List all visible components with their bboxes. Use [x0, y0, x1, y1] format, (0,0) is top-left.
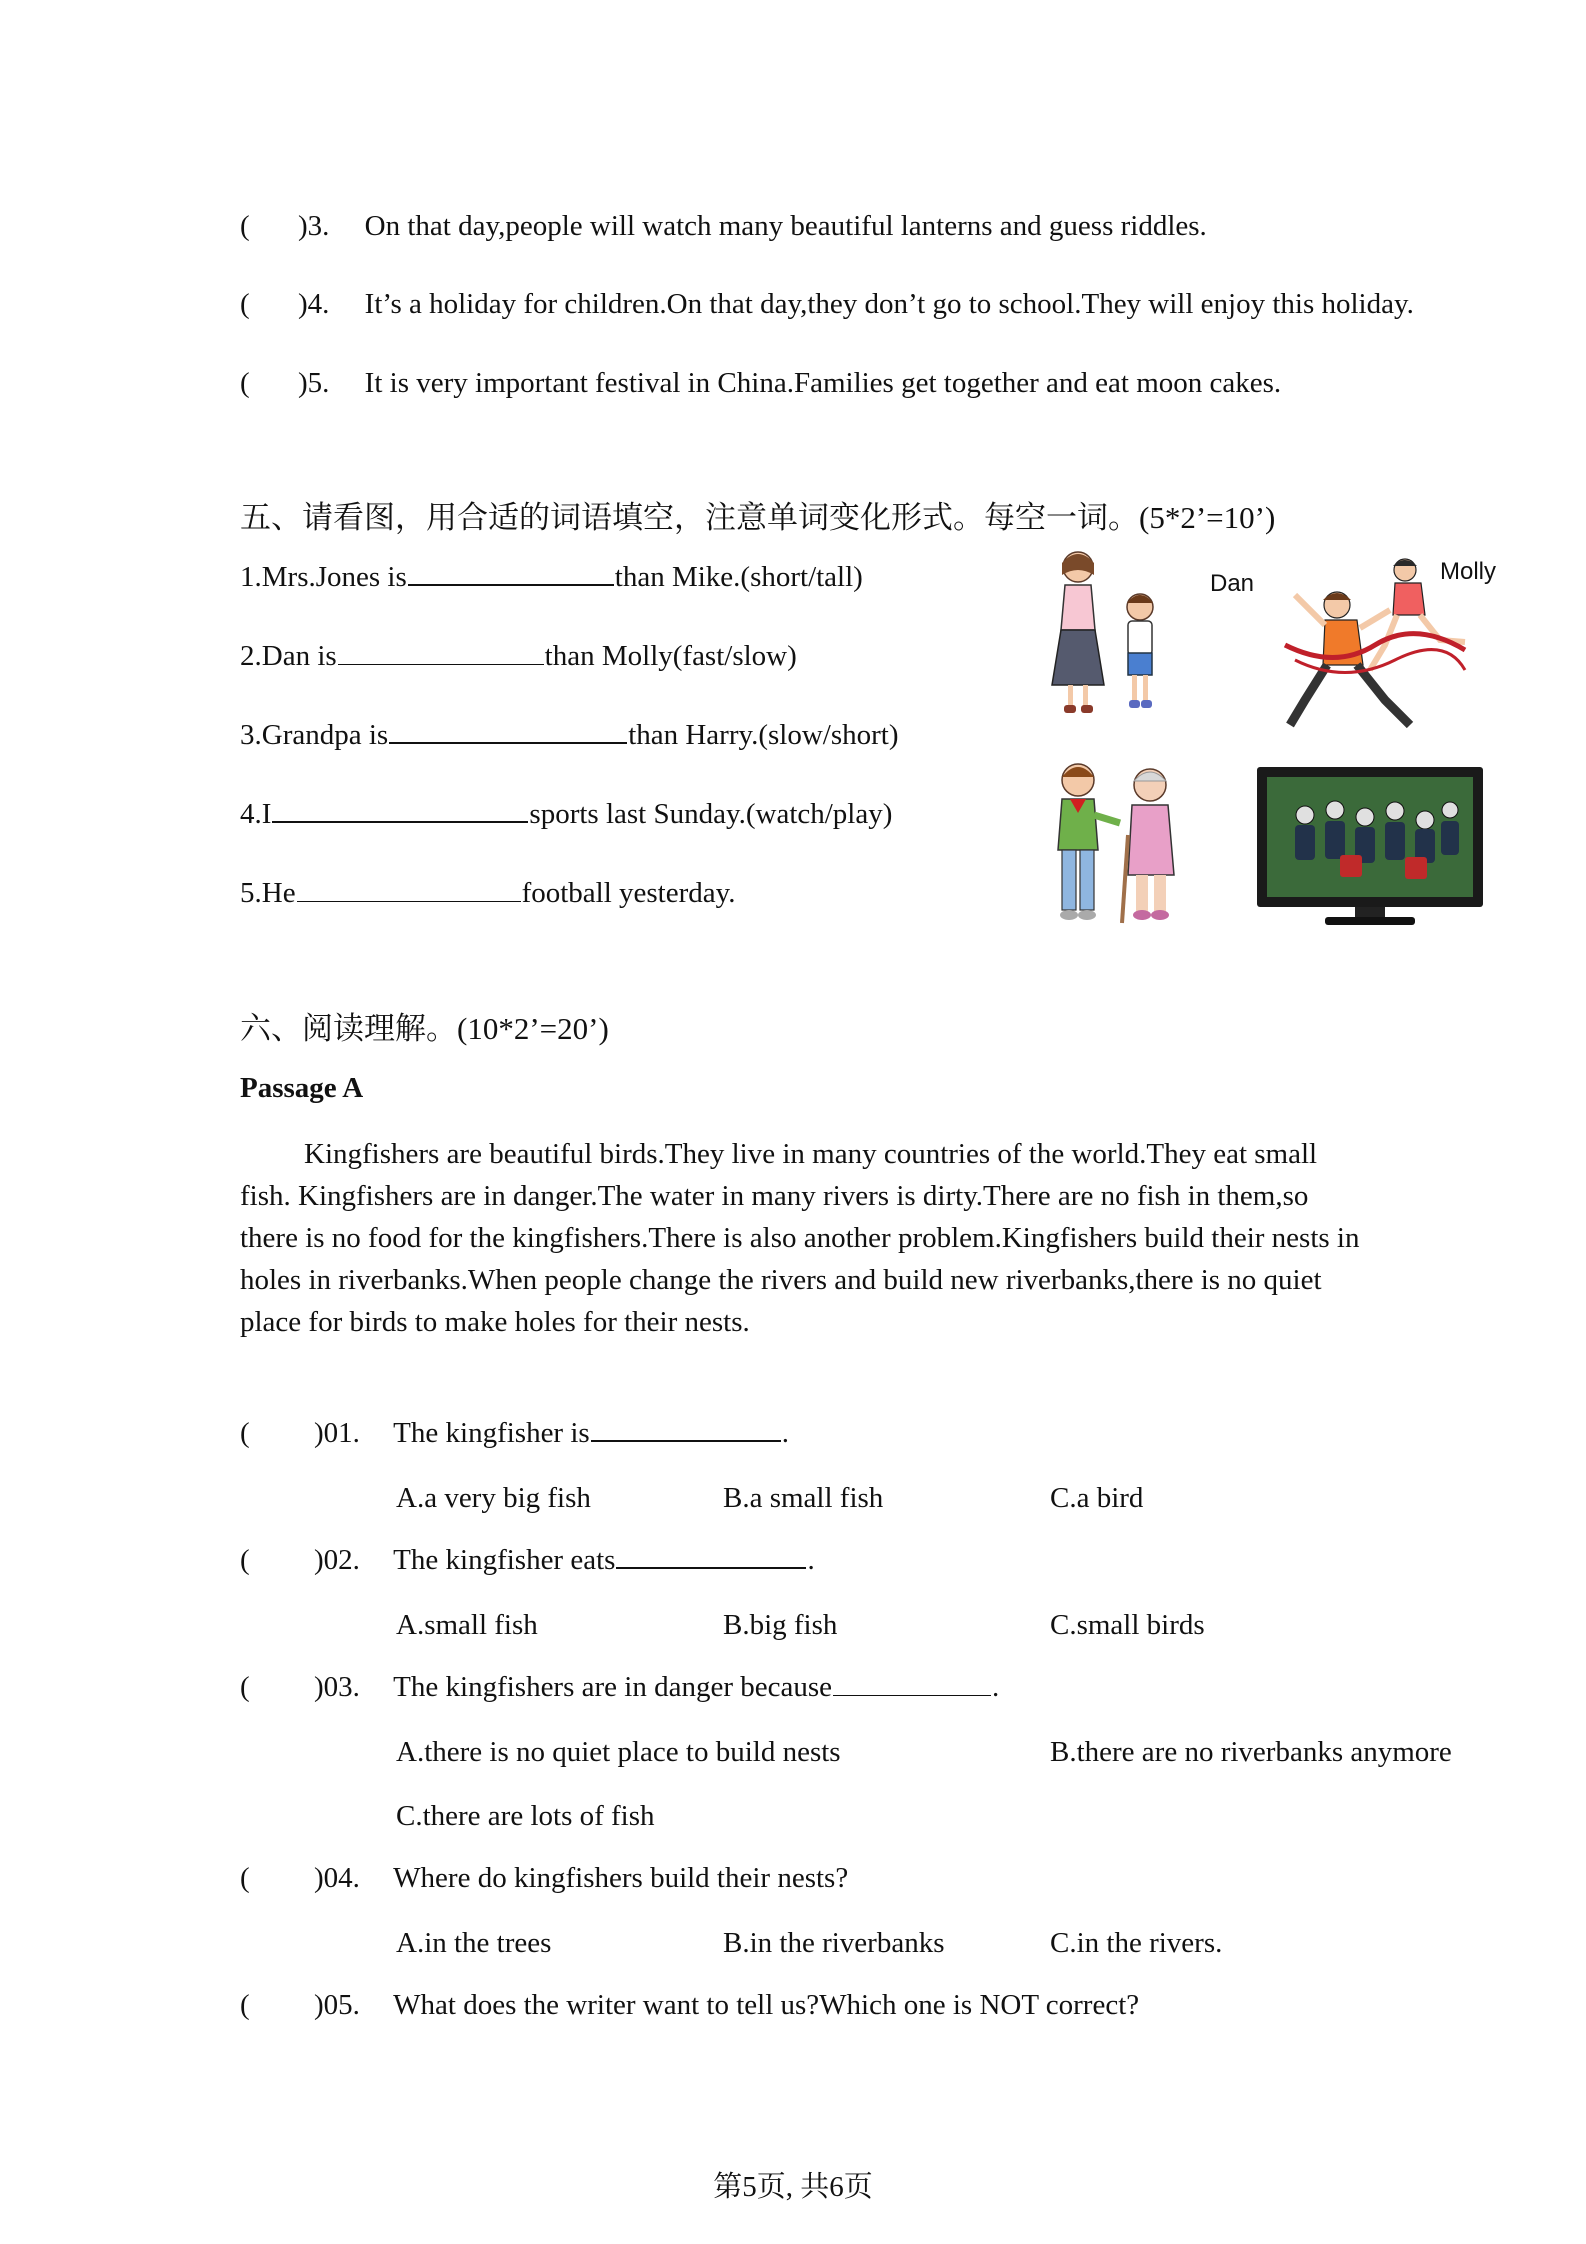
fill-after: sports last Sunday.(watch/play) — [529, 798, 893, 830]
fill-blank[interactable] — [297, 901, 521, 902]
fill-blank[interactable] — [272, 821, 528, 823]
option-a[interactable]: A.a very big fish — [396, 1482, 591, 1514]
answer-blank[interactable] — [591, 1440, 781, 1442]
question-number: )4. — [298, 288, 330, 320]
fill-before: 1.Mrs.Jones is — [240, 561, 407, 593]
question-end: . — [781, 1417, 789, 1449]
option-b[interactable]: B.big fish — [723, 1609, 838, 1641]
option-a[interactable]: A.small fish — [396, 1609, 538, 1641]
fill-item-4 — [240, 800, 892, 829]
fill-item-3 — [240, 721, 899, 750]
answer-paren[interactable]: ( — [240, 1544, 250, 1576]
question-text: What does the writer want to tell us?Which one is NOT correct? — [393, 1989, 1140, 2021]
reading-question-2 — [240, 1546, 815, 1575]
fill-after: than Mike.(short/tall) — [614, 561, 863, 593]
question-row-4 — [240, 290, 1414, 319]
dan-label: Dan — [1210, 570, 1255, 597]
question-number: )3. — [298, 210, 330, 242]
fill-item-5 — [240, 879, 736, 908]
fill-blank[interactable] — [338, 664, 544, 665]
question-text: The kingfisher is — [393, 1417, 590, 1449]
fill-after: football yesterday. — [521, 877, 736, 909]
reading-question-1 — [240, 1419, 789, 1448]
option-a[interactable]: A.in the trees — [396, 1927, 552, 1959]
passage-text: Kingfishers are beautiful birds.They live in many countries of the world.They eat small fish. Kingfishers are in danger.The water in many rivers is dirty.There are no fish in them,so there is no food for the kingfishers.There is also another problem.Kingfishers build their nests in holes in riverbanks.When people change the rivers and build new riverbanks,there is no quiet place for birds to make holes for their nests. — [240, 1138, 1360, 1338]
question-end: . — [992, 1671, 1000, 1703]
option-a[interactable]: A.there is no quiet place to build nests — [396, 1736, 841, 1768]
answer-blank[interactable] — [833, 1695, 991, 1696]
fill-before: 4.I — [240, 798, 272, 830]
answer-paren[interactable]: ( — [240, 1417, 250, 1449]
fill-blank[interactable] — [408, 584, 614, 586]
question-number: )01. — [314, 1417, 360, 1449]
question-row-3 — [240, 212, 1207, 241]
dan-and-molly-picture — [1205, 540, 1505, 750]
race-illustration — [1265, 550, 1485, 750]
option-c[interactable]: C.small birds — [1050, 1609, 1205, 1641]
fill-item-1 — [240, 563, 863, 592]
question-number: )04. — [314, 1862, 360, 1894]
answer-paren[interactable]: ( — [240, 210, 250, 242]
answer-paren[interactable]: ( — [240, 288, 250, 320]
option-b[interactable]: B.a small fish — [723, 1482, 884, 1514]
answer-blank[interactable] — [616, 1567, 806, 1569]
question-text: It is very important festival in China.Families get together and eat moon cakes. — [364, 367, 1282, 399]
grandpa-and-harry-picture — [1040, 755, 1195, 930]
question-text: It’s a holiday for children.On that day,they don’t go to school.They will enjoy this holiday. — [364, 288, 1414, 320]
question-number: )5. — [298, 367, 330, 399]
answer-paren[interactable]: ( — [240, 1989, 250, 2021]
fill-item-2 — [240, 642, 797, 671]
question-row-5 — [240, 369, 1281, 398]
section-6-title: 六、阅读理解。(10*2’=20’) — [240, 1011, 609, 1046]
reading-question-5 — [240, 1991, 1139, 2020]
option-b[interactable]: B.there are no riverbanks anymore — [1050, 1736, 1452, 1768]
question-end: . — [807, 1544, 815, 1576]
option-c[interactable]: C.in the rivers. — [1050, 1927, 1223, 1959]
reading-question-4 — [240, 1864, 848, 1893]
question-text: Where do kingfishers build their nests? — [393, 1862, 849, 1894]
question-number: )02. — [314, 1544, 360, 1576]
tv-football-picture — [1255, 765, 1485, 935]
fill-before: 2.Dan is — [240, 640, 337, 672]
fill-blank[interactable] — [389, 742, 627, 744]
passage-title: Passage A — [240, 1072, 364, 1104]
question-text: The kingfisher eats — [393, 1544, 616, 1576]
option-b[interactable]: B.in the riverbanks — [723, 1927, 945, 1959]
answer-paren[interactable]: ( — [240, 367, 250, 399]
mrs-jones-and-mike-picture — [1040, 545, 1170, 720]
question-number: )05. — [314, 1989, 360, 2021]
fill-before: 5.He — [240, 877, 296, 909]
option-c[interactable]: C.there are lots of fish — [396, 1800, 655, 1832]
fill-after: than Harry.(slow/short) — [628, 719, 899, 751]
section-5-title: 五、请看图，用合适的词语填空，注意单词变化形式。每空一词。(5*2’=10’) — [240, 500, 1276, 535]
molly-label: Molly — [1440, 558, 1497, 585]
page-footer: 第5页, 共6页 — [713, 2171, 873, 2203]
question-text: The kingfishers are in danger because — [393, 1671, 833, 1703]
question-text: On that day,people will watch many beautiful lanterns and guess riddles. — [364, 210, 1207, 242]
option-c[interactable]: C.a bird — [1050, 1482, 1144, 1514]
fill-after: than Molly(fast/slow) — [544, 640, 797, 672]
answer-paren[interactable]: ( — [240, 1671, 250, 1703]
answer-paren[interactable]: ( — [240, 1862, 250, 1894]
question-number: )03. — [314, 1671, 360, 1703]
fill-before: 3.Grandpa is — [240, 719, 389, 751]
reading-question-3 — [240, 1673, 999, 1702]
